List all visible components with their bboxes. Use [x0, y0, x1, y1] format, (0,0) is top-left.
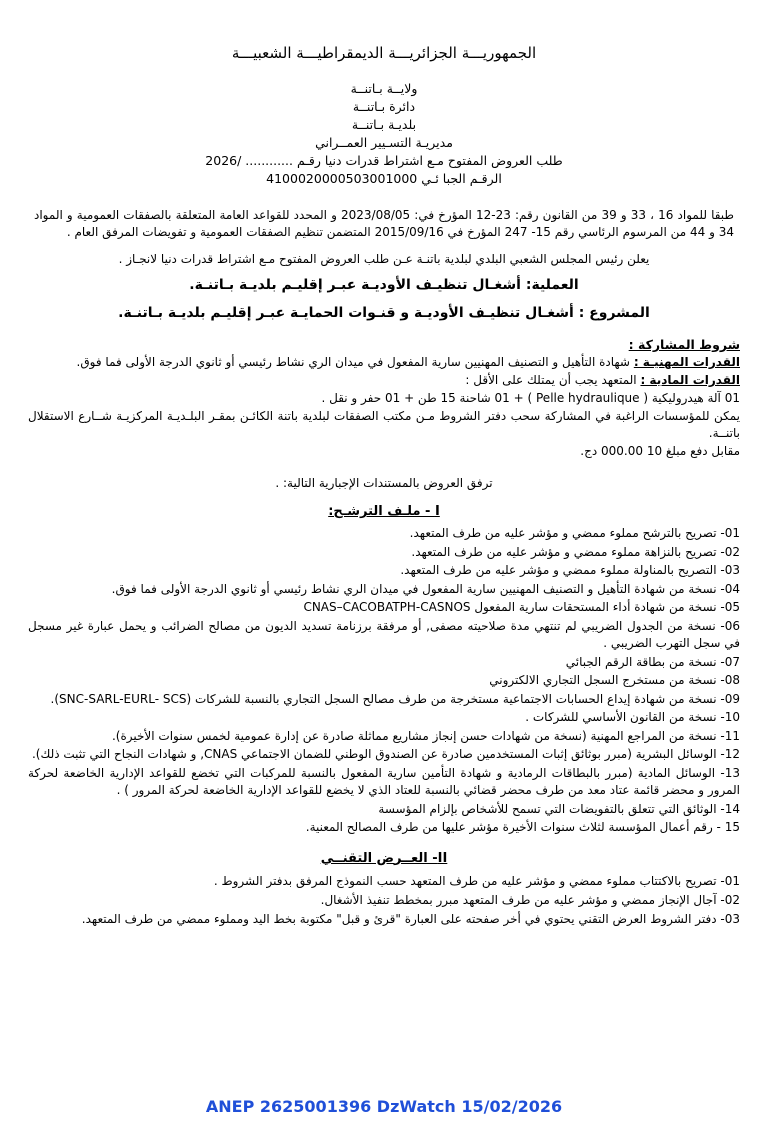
- administration-header: [28, 80, 740, 187]
- list-item: [28, 581, 740, 599]
- anep-footer: ANEP 2625001396 DzWatch 15/02/2026: [205, 1097, 563, 1116]
- project-line: [28, 303, 740, 323]
- list-item-text: نسخة من المراجع المهنية (نسخة من شهادات حسن إنجاز مشاريع مماثلة صادرة عن إدارة عمومية لخمس سنوات الأخيرة).: [111, 728, 717, 743]
- direction-line: مديريـة التسـيير العمــراني: [315, 135, 453, 150]
- legal-text: طبقا للمواد 16 ، 33 و 39 من القانون رقم: 23-12 المؤرخ في: 2023/08/05 و المحدد للقواعد العامة المتعلقة بالصفقات العمومية و المواد 34 و 44 من المرسوم الرئاسي رقم 15- 247 المؤرخ في 2015/09/16 المتضمن تنظيم الصفقات العمومية و تفويضات المرفق العام .: [34, 208, 734, 239]
- list-item-number: 01-: [720, 526, 740, 540]
- list-item: [28, 544, 740, 562]
- list-item: [28, 728, 740, 746]
- list-item-text: نسخة من شهادة التأهيل و التصنيف المهنيين سارية المفعول في ميدان الري نشاط رئيسي أو ثانوي الدرجة الأولى فما فوق.: [111, 581, 717, 596]
- list-item-text: الوثائق التي تتعلق بالتفويضات التي تسمح للأشخاص بإلزام المؤسسة: [378, 801, 717, 816]
- list-item: [28, 562, 740, 580]
- list-item-number: 14-: [720, 801, 740, 816]
- list-item-number: 09-: [720, 691, 740, 706]
- list-item-text: تصريح بالنزاهة مملوء ممضي و مؤشر عليه من طرف المتعهد.: [411, 544, 717, 559]
- fiscal-number: 4100020000503001000: [266, 171, 418, 186]
- section-one-title: I - ملـف الترشـح:: [328, 504, 440, 519]
- list-item-text: نسخة من شهادة أداء المستحقات سارية المفعول CNAS–CACOBATPH-CASNOS: [303, 600, 717, 614]
- list-item-text: نسخة من مستخرج السجل التجاري الالكتروني: [489, 673, 717, 687]
- tender-file-withdrawal: يمكن للمؤسسات الراغبة في المشاركة سحب دفتر الشروط مـن مكتب الصفقات لبلدية باتنة الكائـن بمقـر البلـديـة المركزيـة شــارع الاستقلال باتنــة.: [28, 409, 740, 440]
- list-item-number: 02-: [720, 544, 740, 559]
- list-item-number: 02-: [720, 892, 740, 907]
- fiscal-number-line: [28, 170, 740, 187]
- list-item-number: 07-: [720, 654, 740, 669]
- list-item-number: 12-: [720, 747, 740, 761]
- list-item-text: تصريح بالاكتتاب مملوء ممضي و مؤشر عليه من طرف المتعهد حسب النموذج المرفق بدفتر الشروط .: [213, 873, 717, 888]
- list-item-number: 08-: [720, 673, 740, 687]
- list-item: [28, 910, 740, 928]
- list-item: [28, 891, 740, 909]
- list-item-number: 05-: [720, 600, 740, 614]
- list-item: [28, 599, 740, 617]
- project-value: أشغـال تنظيـف الأوديـة و قنـوات الحمايـة عبـر إقليـم بلديـة بـاتنـة.: [118, 305, 574, 321]
- fiscal-label: الرقـم الجبا ئـي: [421, 171, 502, 186]
- list-item: [28, 618, 740, 653]
- list-item-number: 15: [724, 820, 740, 834]
- section-two-items: [28, 872, 740, 928]
- material-capacity-line: [28, 372, 740, 389]
- list-item: [28, 746, 740, 764]
- list-item-text: الوسائل البشرية (مبرر بوثائق إثبات المستخدمين صادرة عن الصندوق الوطني للضمان الاجتماعي CNAS, و شهادات النجاح التي تثبت ذلك).: [31, 747, 717, 761]
- participation-conditions-title: شروط المشاركة :: [628, 337, 740, 352]
- list-item-text: نسخة من بطاقة الرقم الجبائي: [565, 654, 717, 669]
- professional-capacity-label: القدرات المهنيـة :: [633, 355, 740, 369]
- list-item: [28, 872, 740, 890]
- wilaya-line: ولايــة بـاتنــة: [350, 81, 418, 96]
- required-documents-note: ترفق العروض بالمستندات الإجبارية التالية: .: [275, 476, 493, 490]
- list-item-text: الوسائل المادية (مبرر بالبطاقات الرمادية و شهادة التأمين سارية المفعول بالنسبة للمركبات التي تخضع للقواعد الإدارية الخاضعة لحركة المرور و محضر قائمة عتاد معد من طرف محضر قضائي بالنسبة للعتاد الذي لا يخضع للقواعد الإدارية الخاضعة لحركة المرور ) .: [28, 765, 740, 797]
- project-label: المشروع :: [578, 305, 650, 321]
- list-item-number: 03-: [720, 911, 740, 926]
- professional-capacity-line: [28, 354, 740, 371]
- list-item-number: 04-: [720, 581, 740, 596]
- tender-reference-line: طلب العروض المفتوح مـع اشتراط قدرات دنيا رقـم ............ /2026: [205, 153, 563, 168]
- list-item: [28, 709, 740, 727]
- list-item: [28, 691, 740, 709]
- list-item: [28, 819, 740, 837]
- republic-title: الجمهوريـــة الجزائريـــة الديمقراطيـــة الشعبيـــة: [231, 44, 537, 62]
- material-capacity-label: القدرات المادية :: [640, 373, 740, 387]
- operation-value: أشغـال تنظيـف الأوديـة عبـر إقليـم بلديـة بـاتنـة.: [189, 277, 521, 293]
- material-capacity-text: المتعهد يجب أن يمتلك على الأقل :: [465, 373, 637, 387]
- list-item-text: التصريح بالمناولة مملوء ممضي و مؤشر عليه من طرف المتعهد.: [400, 563, 717, 577]
- list-item-number: 06-: [720, 618, 740, 633]
- tender-file-price: مقابل دفع مبلغ 10 000.00 دج.: [580, 444, 740, 458]
- material-capacity-detail: 01 آلة هيدروليكية ( Pelle hydraulique ) + 01 شاحنة 15 طن + 01 حفر و نقل .: [321, 391, 740, 405]
- list-item: [28, 654, 740, 672]
- list-item-text: - رقم أعمال المؤسسة لثلاث سنوات الأخيرة مؤشر عليها من طرف المصالح المعنية.: [305, 820, 721, 834]
- list-item: [28, 801, 740, 819]
- baladia-line: بلديـة بـاتنــة: [351, 117, 417, 132]
- list-item-text: نسخة من شهادة إيداع الحسابات الاجتماعية مستخرجة من طرف مصالح السجل التجاري بالنسبة للشركات (SNC-SARL-EURL- SCS).: [50, 691, 717, 706]
- list-item-text: آجال الإنجاز ممضي و مؤشر عليه من طرف المتعهد مبرر بمخطط تنفيذ الأشغال.: [320, 892, 717, 907]
- participation-conditions-body: [28, 354, 740, 460]
- announcement-paragraph: يعلن رئيس المجلس الشعبي البلدي لبلدية باتنـة عـن طلب العروض المفتوح مـع اشتراط قدرات دنيا لانجـاز .: [118, 252, 650, 266]
- operation-label: العملية:: [525, 277, 579, 293]
- list-item-text: نسخة من الجدول الضريبي لم تنتهي مدة صلاحيته مصفى, أو مرفقة برزنامة تسديد الديون من مصالح الضرائب و يحمل عبارة غير مسجل في سجل التهرب الضريبي .: [28, 618, 740, 650]
- list-item: [28, 672, 740, 690]
- section-one-items: [28, 525, 740, 837]
- list-item: [28, 525, 740, 543]
- list-item-text: تصريح بالترشح مملوء ممضي و مؤشر عليه من طرف المتعهد.: [409, 526, 717, 540]
- list-item-number: 11-: [720, 728, 740, 743]
- list-item-number: 13-: [720, 765, 740, 780]
- list-item-number: 01-: [720, 873, 740, 888]
- list-item-text: دفتر الشروط العرض التقني يحتوي في أخر صفحته على العبارة "قرئ و قبل" مكتوبة بخط اليد ومملوء ممضي من طرف المتعهد.: [81, 911, 717, 926]
- list-item-number: 03-: [720, 563, 740, 577]
- list-item-text: نسخة من القانون الأساسي للشركات .: [525, 710, 717, 724]
- list-item: [28, 765, 740, 800]
- list-item-number: 10-: [720, 710, 740, 724]
- section-two-title: II- العــرض التقنــي: [320, 850, 448, 866]
- legal-basis-paragraph: [28, 207, 740, 241]
- operation-line: [28, 275, 740, 295]
- professional-capacity-text: شهادة التأهيل و التصنيف المهنيين سارية المفعول في ميدان الري نشاط رئيسي أو ثانوي الدرجة الأولى فما فوق.: [76, 355, 630, 369]
- daira-line: دائرة بـاتنــة: [352, 99, 416, 114]
